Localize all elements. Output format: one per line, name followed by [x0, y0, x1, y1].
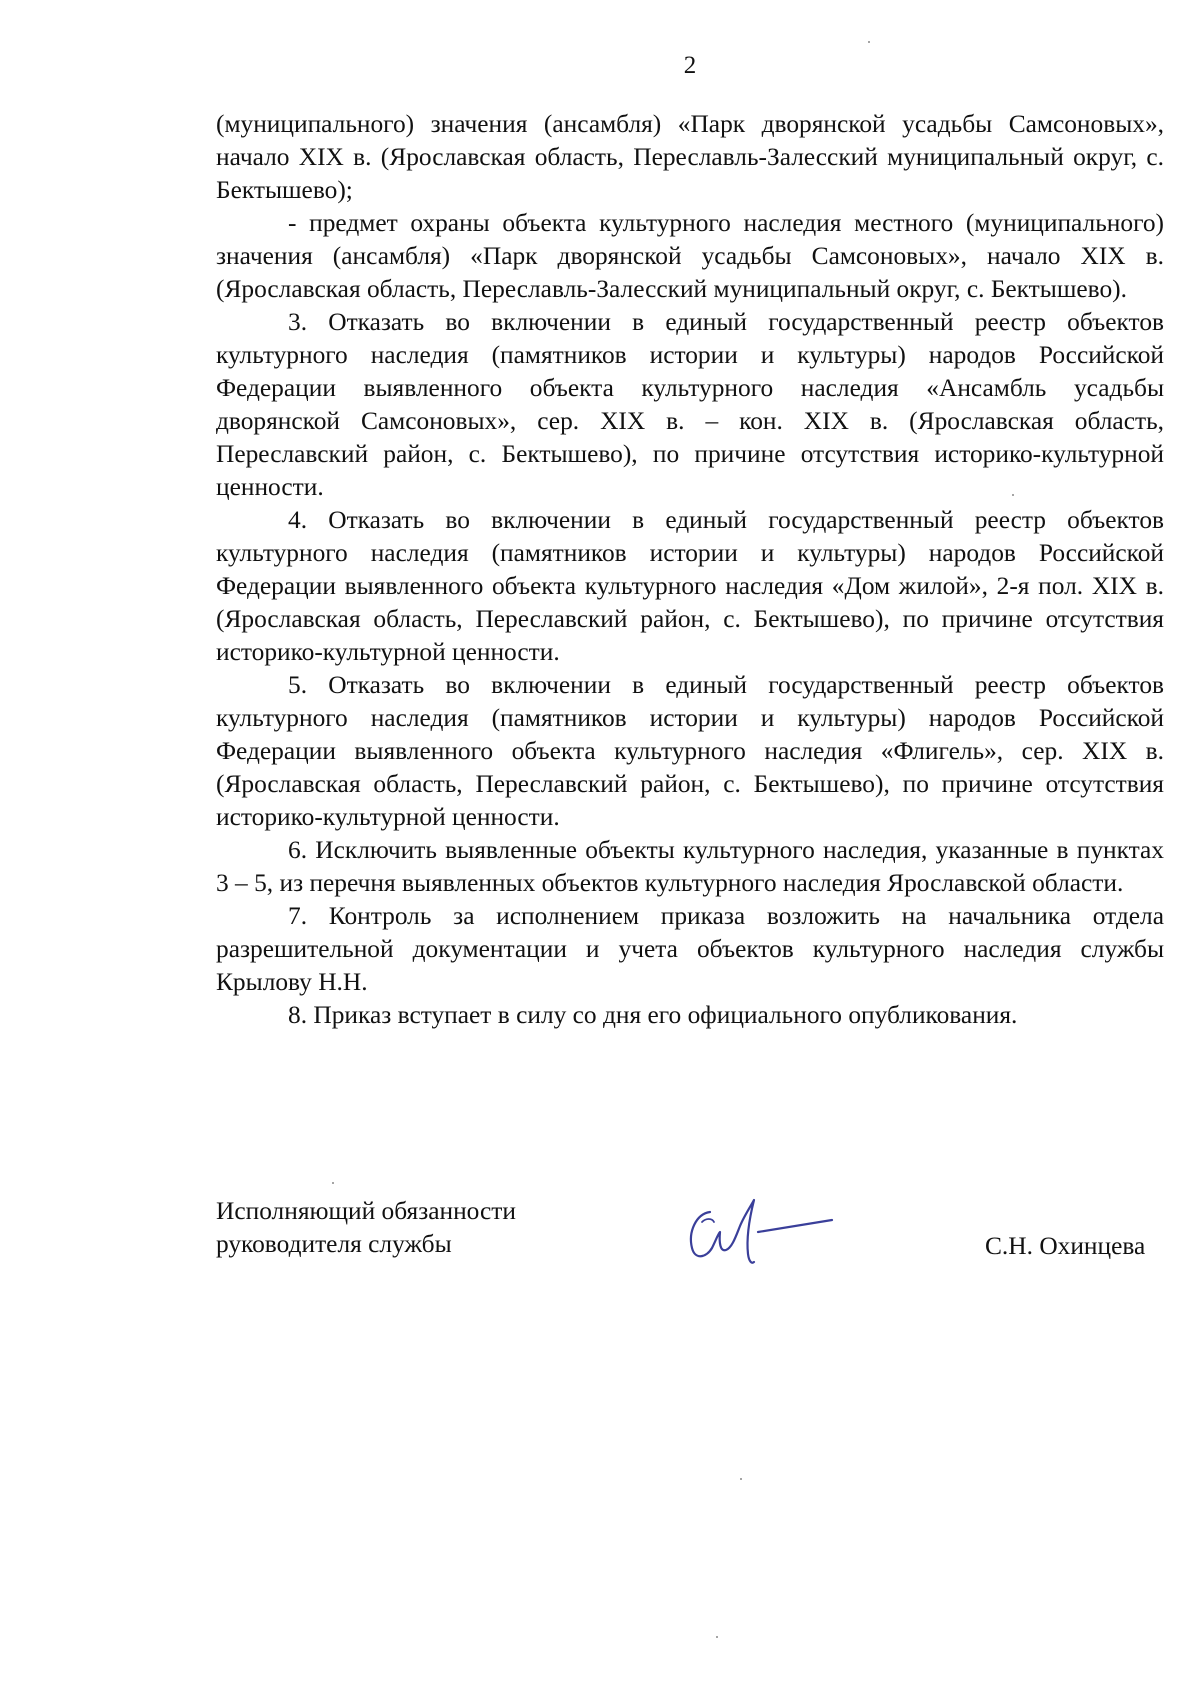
signer-name: С.Н. Охинцева — [985, 1232, 1146, 1260]
paragraph-item-6: 6. Исключить выявленные объекты культурного наследия, указанные в пунктах 3 – 5, из перечня выявленных объектов культурного наследия Ярославской области. — [216, 836, 1164, 897]
scan-speck — [1012, 494, 1014, 496]
scan-speck — [332, 1182, 334, 1184]
paragraph-item-4: 4. Отказать во включении в единый государственный реестр объектов культурного наследия (памятников истории и культуры) народов Российской Федерации выявленного объекта культурного наследия «Дом жилой», 2-я пол. XIX в. (Ярославская область, Переславский район, с. Бектышево), по причине отсутствия историко-культурной ценности. — [216, 506, 1164, 666]
scan-speck — [740, 1478, 742, 1480]
paragraph-item-7: 7. Контроль за исполнением приказа возложить на начальника отдела разрешительной документации и учета объектов культурного наследия службы Крылову Н.Н. — [216, 902, 1164, 996]
position-line-1: Исполняющий обязанности — [216, 1197, 516, 1225]
paragraph-protection-subject: - предмет охраны объекта культурного наследия местного (муниципального) значения (ансамбля) «Парк дворянской усадьбы Самсоновых», начало XIX в. (Ярославская область, Переславль-Залесский муниципальный округ, с. Бектышево). — [216, 209, 1164, 303]
position-line-2: руководителя службы — [216, 1230, 452, 1258]
scan-speck — [868, 41, 870, 43]
paragraph-item-8: 8. Приказ вступает в силу со дня его официального опубликования. — [288, 1001, 1018, 1029]
scan-speck — [716, 1636, 718, 1638]
paragraph-item-5: 5. Отказать во включении в единый государственный реестр объектов культурного наследия (памятников истории и культуры) народов Российской Федерации выявленного объекта культурного наследия «Флигель», сер. XIX в. (Ярославская область, Переславский район, с. Бектышево), по причине отсутствия историко-культурной ценности. — [216, 671, 1164, 831]
document-body — [216, 108, 1164, 1032]
paragraph-item-3: 3. Отказать во включении в единый государственный реестр объектов культурного наследия (памятников истории и культуры) народов Российской Федерации выявленного объекта культурного наследия «Ансамбль усадьбы дворянской Самсоновых», сер. XIX в. – кон. XIX в. (Ярославская область, Переславский район, с. Бектышево), по причине отсутствия историко-культурной ценности. — [216, 308, 1164, 501]
page-number: 2 — [683, 52, 697, 79]
paragraph-continuation: (муниципального) значения (ансамбля) «Парк дворянской усадьбы Самсоновых», начало XIX в. (Ярославская область, Переславль-Залесский муниципальный округ, с. Бектышево); — [216, 110, 1164, 204]
handwritten-signature — [682, 1192, 842, 1272]
signatory-position — [216, 1195, 516, 1261]
